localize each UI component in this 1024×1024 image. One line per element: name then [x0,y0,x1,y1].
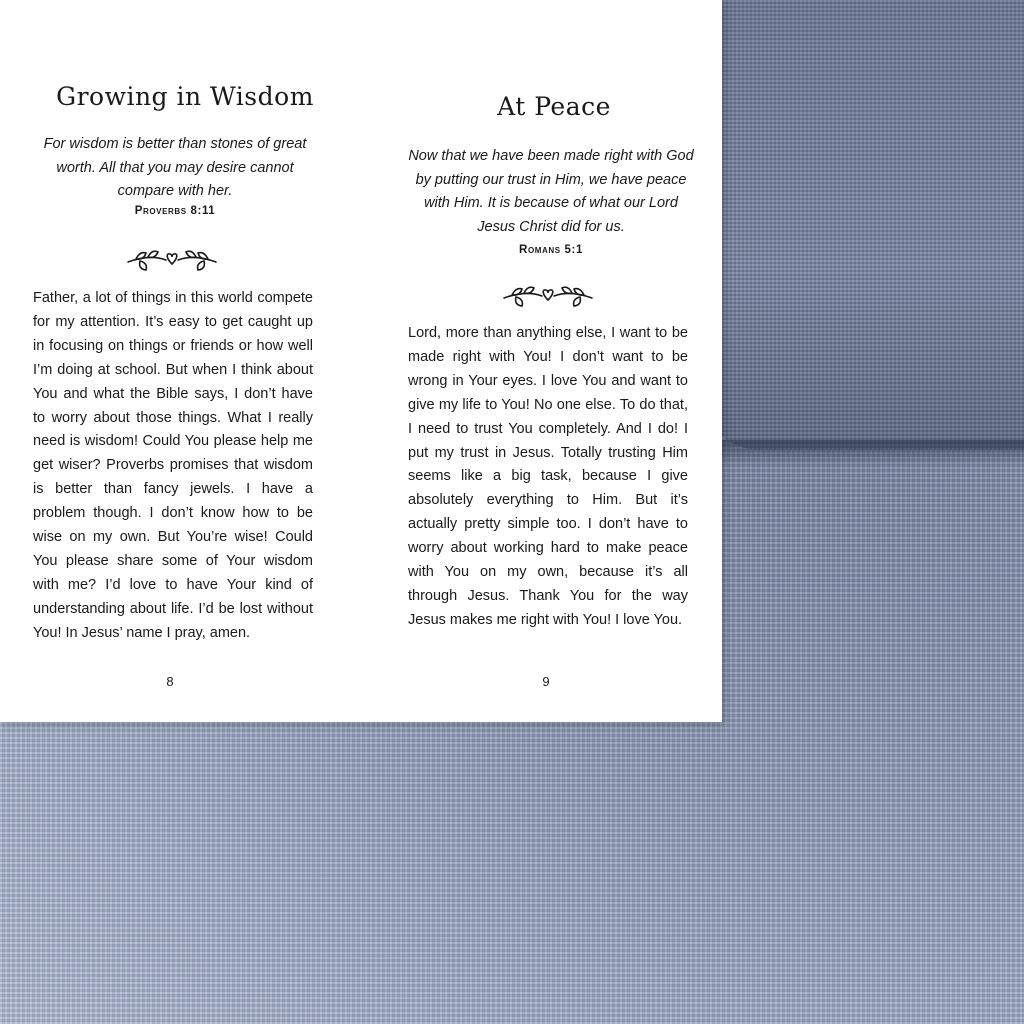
prayer-text: Father, a lot of things in this world compete for my attention. It’s easy to get caught up in focusing on things or friends or how well I’m doing at school. But when I think about You and what the Bible says, I don’t have to worry about those things. What I really need is wisdom! Could You please help me get wiser? Proverbs promises that wisdom is better than fancy jewels. I have a problem though. I don’t know how to be wise on my own. But You’re wise! Could You please share some of Your wisdom with me? I’d love to have Your kind of understanding about life. I’d be lost without You! In Jesus’ name I pray, amen. [33,290,313,641]
scripture-verse: For wisdom is better than stones of great worth. All that you may desire cannot compare with her. [43,136,307,199]
scripture-reference: Romans 5:1 [519,244,583,256]
vine-heart-icon [122,246,222,272]
right-page [376,0,722,722]
cushion-backrest [700,0,1024,450]
page-number: 9 [542,674,550,689]
page-title: At Peace [497,92,611,121]
scripture-reference: Proverbs 8:11 [134,205,216,217]
left-page [0,0,350,722]
cushion-seam [700,440,1024,466]
page-number: 8 [166,674,174,689]
page-title: Growing in Wisdom [56,82,314,111]
open-book [0,0,722,722]
scripture-verse: Now that we have been made right with God by putting our trust in Him, we have peace with Him. It is because of what our Lord Jesus Christ did for us. [408,148,694,235]
vine-heart-icon [498,282,598,308]
prayer-text: Lord, more than anything else, I want to be made right with You! I don’t want to be wrong in Your eyes. I love You and want to give my life to You! No one else. To do that, I need to trust You completely. And I do! I put my trust in Jesus. Totally trusting Him seems like a big task, because I give absolutely everything to Him. But it’s actually pretty simple too. I don’t have to worry about working hard to make peace with You on my own, because it’s all through Jesus. Thank You for the way Jesus makes me right with You! I love You. [408,325,688,628]
